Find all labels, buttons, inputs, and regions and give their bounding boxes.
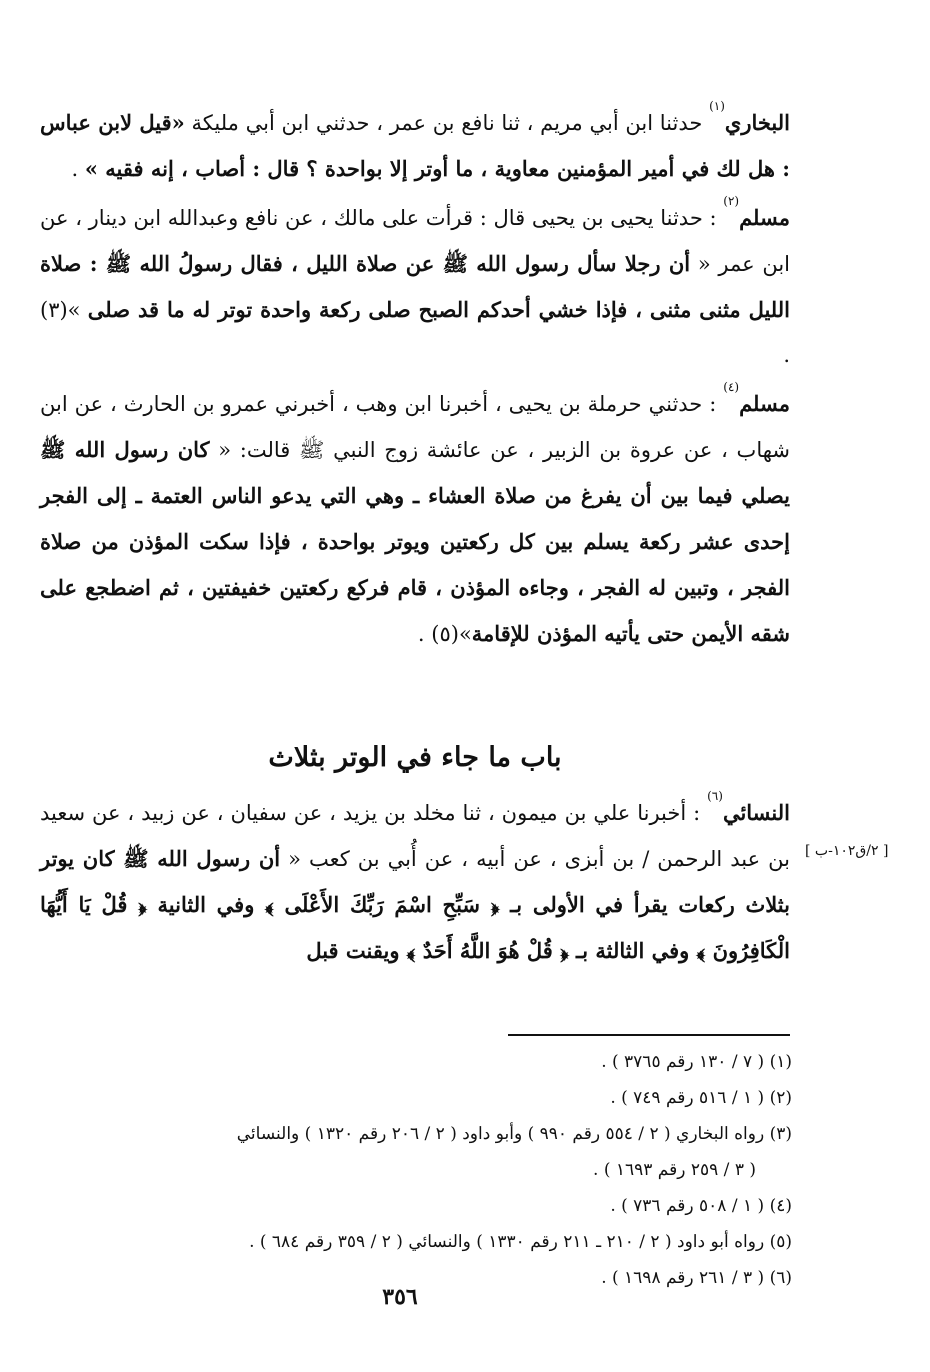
isnad-chain: : حدثنا يحيى بن يحيى قال : قرأت على مالك ، عن نافع وعبدالله ابن دينار ، عن ابن عمر « [40, 206, 791, 276]
isnad-chain: حدثنا ابن أبي مريم ، ثنا نافع بن عمر ، حدثني ابن أبي مليكة [184, 111, 710, 135]
manuscript-folio-ref: [ ٢/ق١٠٢-ب ] [805, 843, 889, 859]
footnote-ref: (٦) [707, 789, 723, 803]
footnotes [40, 1044, 792, 1296]
hadith-text: أن رجلا سأل رسول الله ﷺ عن صلاة الليل ، فقال رسولُ الله ﷺ : صلاة الليل مثنى مثنى ، فإذا خشي أحدكم الصبح صلى ركعة واحدة توتر له ما قد صلى [40, 251, 790, 322]
source-name: مسلم [739, 205, 790, 230]
source-name: النسائي [722, 800, 790, 825]
hadith-paragraph [40, 195, 790, 378]
footnote: (١) ( ٧ / ١٣٠ رقم ٣٧٦٥ ) . [601, 1052, 792, 1072]
footnote: (٥) رواه أبو داود ( ٢ / ٢١٠ ـ ٢١١ رقم ١٣٣٠ ) والنسائي ( ٢ / ٣٥٩ رقم ٦٨٤ ) . [249, 1232, 792, 1252]
hadith-text: «قيل لابن عباس : هل لك في أمير المؤمنين معاوية ، ما أوتر إلا بواحدة ؟ قال : أصاب ، إنه فقيه » [40, 110, 790, 181]
hadith-paragraph [40, 100, 790, 192]
footnote: (٣) رواه البخاري ( ٢ / ٥٥٤ رقم ٩٩٠ ) وأبو داود ( ٢ / ٢٠٦ رقم ١٣٢٠ ) والنسائي [236, 1124, 792, 1144]
footnote-continuation: ( ٣ / ٢٥٩ رقم ١٦٩٣ ) . [593, 1160, 756, 1180]
main-text-top [40, 100, 790, 657]
source-name: مسلم [739, 391, 790, 416]
footnote-ref: (٢) [723, 194, 740, 208]
footnote: (٢) ( ١ / ٥١٦ رقم ٧٤٩ ) . [610, 1088, 792, 1108]
footnote-ref: (١) [709, 99, 725, 113]
hadith-text: كان رسول الله ﷺ يصلي فيما بين أن يفرغ من صلاة العشاء ـ وهي التي يدعو الناس العتمة ـ إلى الفجر إحدى عشر ركعة يسلم بين كل ركعتين ويوتر بواحدة ، فإذا سكت المؤذن من صلاة الفجر ، وتبين له الفجر ، وجاءه المؤذن ، قام فركع ركعتين خفيفتين ، ثم اضطجع على شقه الأيمن حتى يأتيه المؤذن للإقامة [40, 437, 790, 646]
source-name: البخاري [724, 110, 790, 135]
footnote: (٤) ( ١ / ٥٠٨ رقم ٧٣٦ ) . [610, 1196, 792, 1216]
main-text-bottom [40, 790, 790, 974]
footnote-ref: (٤) [723, 380, 740, 394]
hadith-paragraph [40, 790, 790, 974]
footnote: (٦) ( ٣ / ٢٦١ رقم ١٦٩٨ ) . [601, 1268, 792, 1288]
page-number: ٣٥٦ [382, 1284, 418, 1310]
paragraph-tail: . [71, 157, 85, 181]
paragraph-tail: »(٣) . [40, 298, 790, 367]
footnote-separator [508, 1034, 790, 1036]
isnad-chain: : حدثني حرملة بن يحيى ، أخبرنا ابن وهب ، أخبرني عمرو بن الحارث ، عن ابن شهاب ، عن عروة بن الزبير ، عن عائشة زوج النبي ﷺ قالت: « [40, 392, 790, 462]
chapter-heading: باب ما جاء في الوتر بثلاث [268, 742, 562, 773]
isnad-chain: : أخبرنا علي بن ميمون ، ثنا مخلد بن يزيد ، عن سفيان ، عن زبيد ، عن سعيد بن عبد الرحمن / بن أبزى ، عن أبيه ، عن أُبي بن كعب « [40, 801, 790, 871]
hadith-paragraph [40, 381, 790, 657]
paragraph-tail: »(٥) . [417, 622, 472, 646]
hadith-text: أن رسول الله ﷺ كان يوتر بثلاث ركعات يقرأ في الأولى بـ ﴿ سَبِّحِ اسْمَ رَبِّكَ الأَعْلَى ﴾ وفي الثانية ﴿ قُلْ يَا أَيُّهَا الْكَافِرُونَ ﴾ وفي الثالثة بـ ﴿ قُلْ هُوَ اللَّهُ أَحَدٌ ﴾ ويقنت قبل [40, 846, 790, 963]
